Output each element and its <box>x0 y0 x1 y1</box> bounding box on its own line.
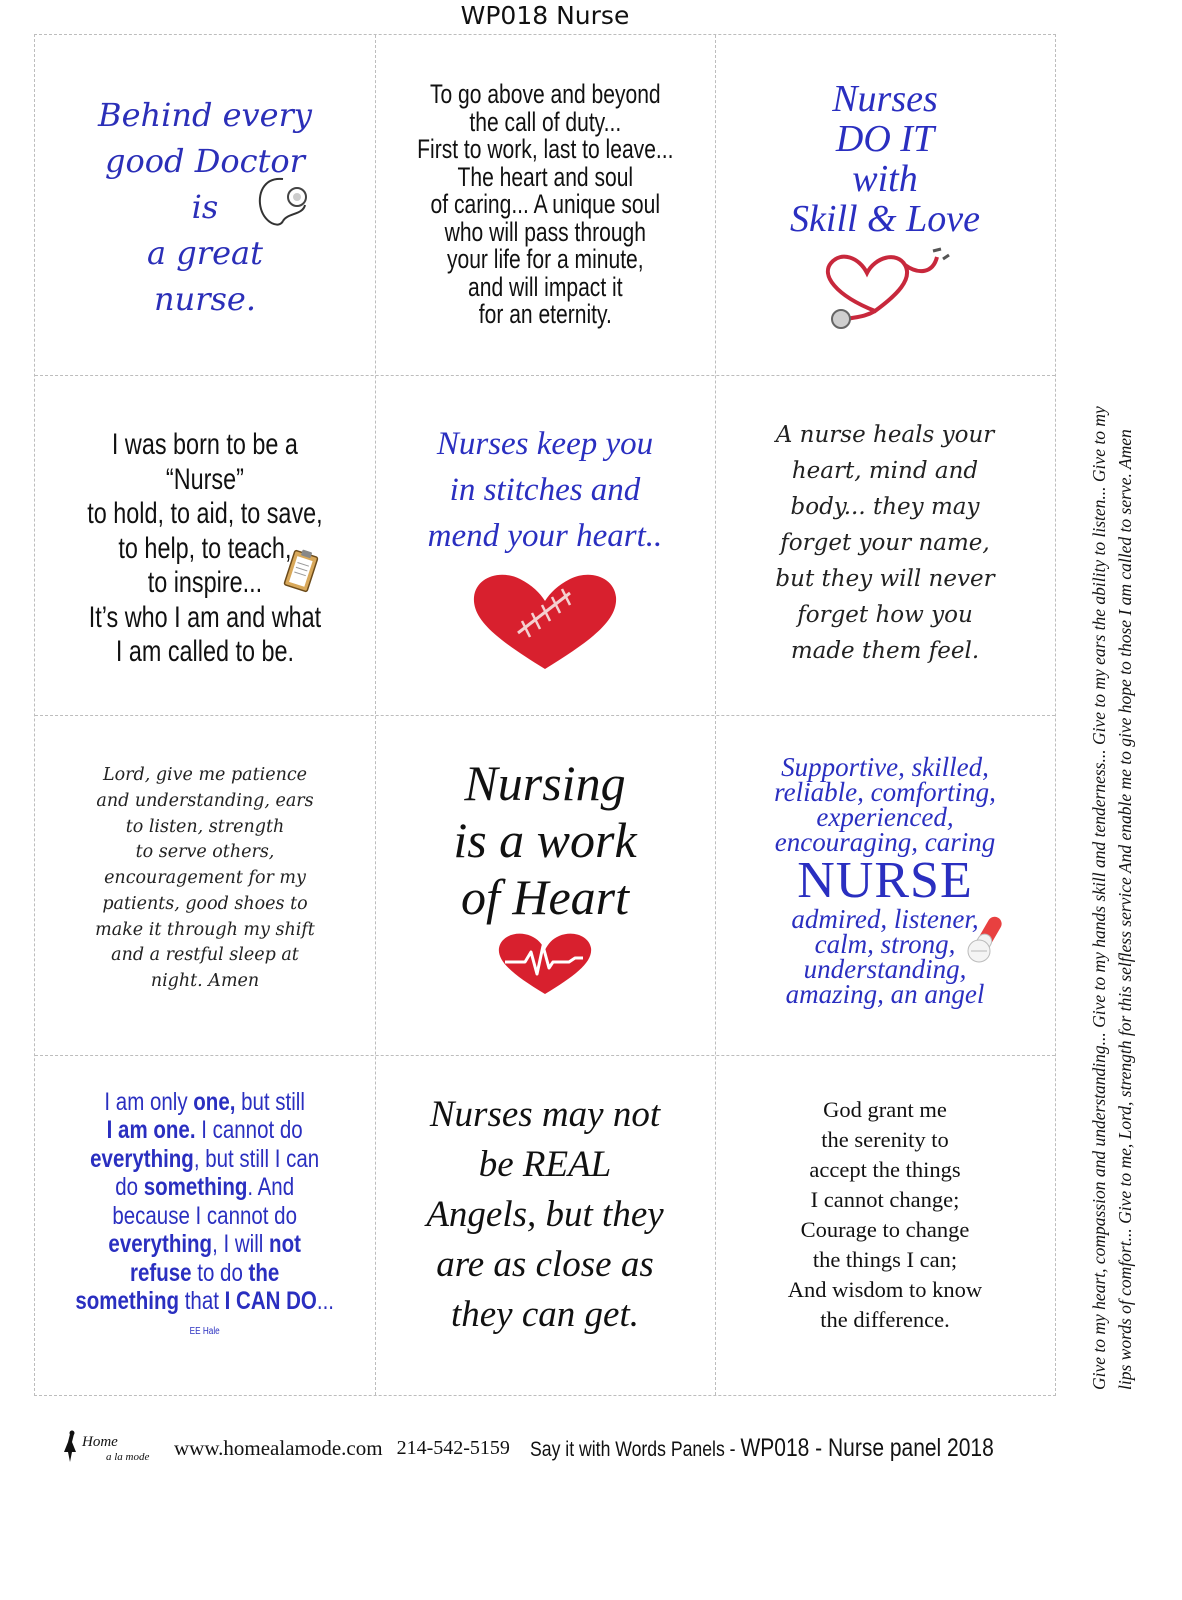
panel-heals-your-heart <box>715 375 1055 715</box>
page-title: WP018 Nurse <box>460 1 630 30</box>
quote-line: Nurses may not <box>429 1094 661 1135</box>
quote-text <box>790 79 980 239</box>
panel-serenity-prayer <box>715 1055 1055 1395</box>
quote-line: the things I can; <box>812 1247 958 1272</box>
quote-line: and will impact it <box>467 271 623 302</box>
quote-line: reliable, comforting, <box>774 777 996 807</box>
quote-line: make it through my shift <box>95 919 315 940</box>
quote-line: they can get. <box>450 1294 639 1335</box>
quote-line: Skill & Love <box>790 198 980 240</box>
side-prayer <box>1086 70 1146 1390</box>
quote-line: a great <box>147 234 263 272</box>
panel-nurse-words <box>715 715 1055 1055</box>
panel-work-of-heart <box>375 715 715 1055</box>
quote-emphasis: I am one. <box>106 1116 196 1145</box>
quote-line <box>76 1145 335 1174</box>
quote-line: of caring... A unique soul <box>430 189 660 220</box>
stitched-heart-icon <box>470 571 620 671</box>
quote-emphasis: something <box>144 1173 248 1202</box>
quote-text <box>426 1090 663 1340</box>
quote-line: Courage to change <box>800 1217 970 1242</box>
quote-line: Nurses <box>832 78 938 120</box>
footer-product-code: WP018 <box>740 1433 810 1462</box>
quote-line: And wisdom to know <box>787 1277 983 1302</box>
quote-line: heart, mind and <box>791 458 979 484</box>
quote-line: admired, listener, <box>791 904 979 934</box>
quote-line: of Heart <box>460 869 630 925</box>
pills-icon <box>963 911 1011 967</box>
footer-phone: 214-542-5159 <box>396 1436 510 1459</box>
quote-line: your life for a minute, <box>446 244 644 275</box>
nurse-word: NURSE <box>797 852 973 909</box>
quote-text <box>76 1088 335 1347</box>
quote-line: with <box>852 158 918 200</box>
quote-line: the call of duty... <box>469 106 621 137</box>
heartbeat-heart-icon <box>495 932 595 996</box>
quote-text <box>775 417 994 669</box>
quote-line: A nurse heals your <box>775 422 995 448</box>
quote-line <box>76 1287 335 1316</box>
quote-line: calm, strong, <box>814 929 956 959</box>
quote-segment: ... <box>317 1287 335 1316</box>
quote-line: body... they may <box>790 494 980 520</box>
quote-attribution: EE Hale <box>189 1325 221 1337</box>
quote-line: DO IT <box>835 118 935 160</box>
quote-line: be REAL <box>478 1144 612 1185</box>
quote-segment: that <box>179 1287 225 1316</box>
quote-line: Lord, give me patience <box>102 764 308 785</box>
heart-stethoscope-icon <box>815 245 955 331</box>
quote-segment: to do <box>191 1258 249 1287</box>
quote-segment: do <box>115 1173 145 1202</box>
quote-line: forget your name, <box>780 530 990 556</box>
quote-line: for an eternity. <box>478 299 612 330</box>
quote-line: the serenity to <box>821 1127 949 1152</box>
footer-tagline-part: Say it with Words Panels - <box>529 1437 741 1461</box>
quote-text <box>788 1095 982 1335</box>
footer-tagline <box>530 1434 994 1463</box>
quote-line: Nursing <box>464 755 626 811</box>
quote-line: Behind every <box>98 96 312 134</box>
panel-born-to-be-nurse <box>35 375 375 715</box>
quote-line: It’s who I am and what <box>88 600 322 634</box>
quote-segment: I cannot do <box>195 1116 304 1145</box>
svg-text:Home: Home <box>82 1434 118 1450</box>
quote-emphasis: everything <box>108 1230 213 1259</box>
quote-line: because I cannot do <box>112 1201 298 1230</box>
quote-line: I am called to be. <box>115 635 295 669</box>
quote-line: The heart and soul <box>457 161 633 192</box>
quote-line: the difference. <box>820 1307 950 1332</box>
quote-line: Supportive, skilled, <box>781 752 989 782</box>
quote-text <box>428 421 663 559</box>
quote-line: patients, good shoes to <box>102 893 308 914</box>
quote-line: are as close as <box>436 1244 654 1285</box>
quote-line <box>76 1088 335 1117</box>
quote-line: understanding, <box>803 954 967 984</box>
quote-line: and understanding, ears <box>96 790 314 811</box>
quote-line: is <box>191 188 219 226</box>
clipboard-icon <box>283 547 319 595</box>
side-prayer-line: Give to my heart, compassion and understanding... Give to my hands skill and tenderness... Give to my ears the ability to listen... Give to my <box>1089 406 1109 1390</box>
panel-grid <box>34 34 1056 1396</box>
quote-text <box>774 752 996 1009</box>
quote-line: encouragement for my <box>104 868 306 889</box>
panel-i-am-only-one <box>35 1055 375 1395</box>
stethoscope-icon <box>253 175 313 233</box>
footer-tagline-part: - Nurse panel 2018 <box>809 1433 994 1462</box>
quote-segment: but still <box>235 1087 306 1116</box>
quote-line <box>76 1230 335 1259</box>
quote-line: to help, to teach, <box>118 531 292 565</box>
quote-line: mend your heart.. <box>427 518 663 554</box>
quote-line: to serve others, <box>135 842 275 863</box>
panel-stitches <box>375 375 715 715</box>
quote-emphasis: refuse <box>130 1258 192 1287</box>
quote-line: amazing, an angel <box>785 979 985 1009</box>
quote-line: who will pass through <box>444 216 646 247</box>
quote-text <box>95 763 315 995</box>
quote-line: to hold, to aid, to save, <box>87 497 323 531</box>
quote-line: First to work, last to leave... <box>416 134 674 165</box>
quote-line: encouraging, caring <box>774 827 996 857</box>
panel-skill-and-love <box>715 35 1055 375</box>
quote-line: to listen, strength <box>125 816 285 837</box>
quote-text <box>453 755 636 926</box>
quote-line: good Doctor <box>105 142 305 180</box>
quote-text <box>417 81 673 329</box>
quote-line: experienced, <box>816 802 954 832</box>
quote-emphasis: not <box>269 1230 302 1259</box>
quote-line: I cannot change; <box>810 1187 960 1212</box>
side-prayer-line: lips words of comfort... Give to me, Lord, strength for this selfless service And enable me to give hope to those I am called to serve. Amen <box>1115 429 1135 1390</box>
svg-text:a la mode: a la mode <box>106 1451 150 1463</box>
quote-line: forget how you <box>797 602 973 628</box>
quote-line: in stitches and <box>449 472 641 508</box>
quote-line: Nurses keep you <box>436 426 654 462</box>
quote-line: but they will never <box>775 566 995 592</box>
quote-line: to inspire... <box>147 566 263 600</box>
quote-emphasis: something <box>75 1287 180 1316</box>
quote-emphasis: the <box>248 1258 280 1287</box>
quote-emphasis: everything <box>90 1144 195 1173</box>
quote-line <box>76 1173 335 1202</box>
quote-emphasis: I CAN DO <box>224 1287 318 1316</box>
quote-line <box>76 1259 335 1288</box>
quote-line: nurse. <box>153 280 257 318</box>
panel-above-and-beyond <box>375 35 715 375</box>
quote-segment: . And <box>247 1173 295 1202</box>
quote-emphasis: one, <box>193 1087 236 1116</box>
quote-line: I was born to be a <box>111 428 299 462</box>
quote-line: and a restful sleep at <box>111 945 299 966</box>
footer-website: www.homealamode.com <box>174 1435 383 1460</box>
home-a-la-mode-logo <box>62 1430 162 1466</box>
footer <box>62 1428 1082 1468</box>
quote-segment: I am only <box>104 1087 194 1116</box>
panel-doctor-nurse <box>35 35 375 375</box>
quote-line: is a work <box>453 812 637 868</box>
quote-line: made them feel. <box>790 638 980 664</box>
quote-line: accept the things <box>809 1157 961 1182</box>
panel-lord-give-me-patience <box>35 715 375 1055</box>
quote-line: “Nurse” <box>165 462 244 496</box>
quote-line: To go above and beyond <box>429 79 661 110</box>
quote-segment: , but still I can <box>194 1144 320 1173</box>
quote-line: night. Amen <box>150 971 260 992</box>
quote-line: God grant me <box>823 1097 947 1122</box>
quote-segment: , I will <box>212 1230 270 1259</box>
quote-line: Angels, but they <box>426 1194 664 1235</box>
quote-line <box>76 1116 335 1145</box>
panel-real-angels <box>375 1055 715 1395</box>
